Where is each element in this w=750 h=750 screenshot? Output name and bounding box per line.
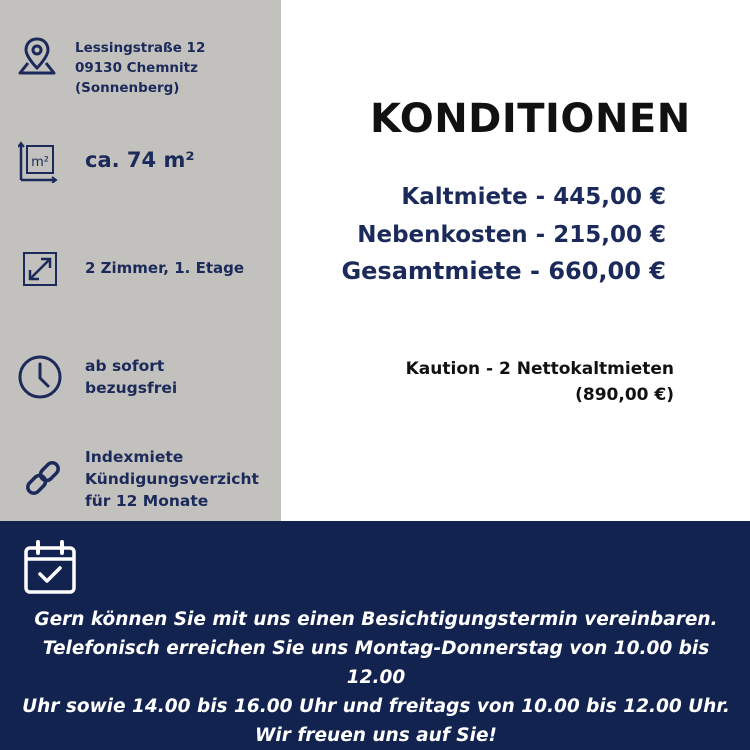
address [75,38,205,98]
lease-line3: für 12 Monate [85,492,209,510]
living-area: ca. 74 m² [85,148,195,172]
area-m2-icon [18,141,58,183]
diagonal-resize-icon [22,251,58,287]
clock-icon [17,354,63,400]
calendar-check-icon [22,540,78,600]
lease-line2: Kündigungsverzicht [85,470,259,488]
conditions-title: KONDITIONEN [370,96,691,142]
address-district: (Sonnenberg) [75,80,180,96]
contact-line4: Wir freuen uns auf Sie! [255,725,497,746]
availability [85,355,177,399]
total-rent: Gesamtmiete - 660,00 € [341,257,666,285]
rooms-floor: 2 Zimmer, 1. Etage [85,259,245,277]
address-street: Lessingstraße 12 [75,40,206,56]
additional-costs: Nebenkosten - 215,00 € [357,222,666,248]
contact-line1: Gern können Sie mit uns einen Besichtigungstermin vereinbaren. [34,609,718,630]
chain-link-icon [23,458,63,498]
contact-line2: Telefonisch erreichen Sie uns Montag-Donnerstag von 10.00 bis 12.00 [42,638,710,688]
deposit-line2: (890,00 €) [575,385,674,405]
lease-terms [85,446,259,512]
contact-message [20,605,732,750]
address-city: 09130 Chemnitz [75,60,198,76]
availability-line2: bezugsfrei [85,379,178,397]
availability-line1: ab sofort [85,357,165,375]
map-pin-icon [17,35,57,77]
area-icon-label: m² [31,155,49,170]
deposit [406,356,674,408]
lease-line1: Indexmiete [85,448,184,466]
cold-rent: Kaltmiete - 445,00 € [401,184,666,210]
deposit-line1: Kaution - 2 Nettokaltmieten [405,359,674,379]
contact-line3: Uhr sowie 14.00 bis 16.00 Uhr und freitags von 10.00 bis 12.00 Uhr. [22,696,730,717]
